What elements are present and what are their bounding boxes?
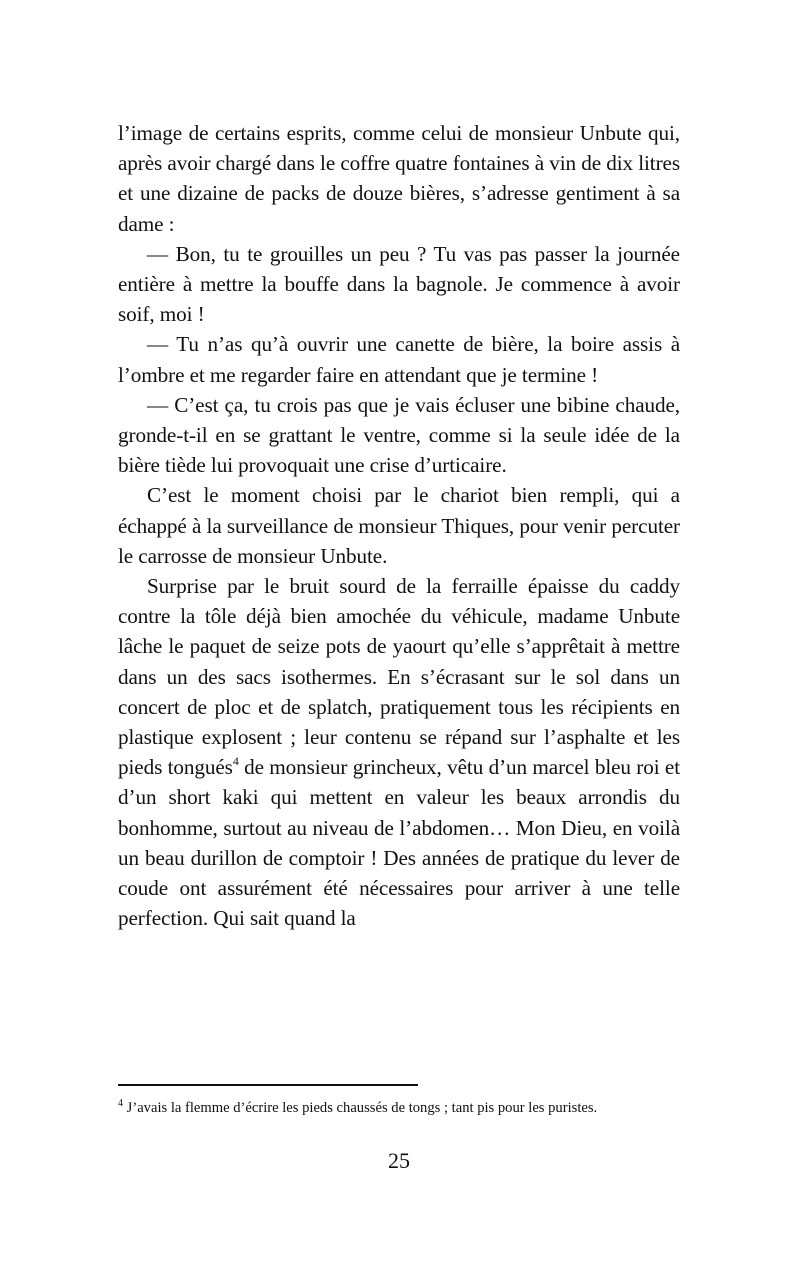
footnote	[118, 1098, 688, 1118]
footnote-reference[interactable]: 4	[232, 754, 239, 769]
paragraph-text: Surprise par le bruit sourd de la ferraille épaisse du caddy contre la tôle déjà bien amochée du véhicule, madame Unbute lâche le paquet de seize pots de yaourt qu’elle s’apprêtait à mettre dans un des sacs isothermes. En s’écrasant sur le sol dans un concert de ploc et de splatch, pratiquement tous les récipients en plastique explosent ; leur contenu se répand sur l’asphalte et les pieds tongués	[118, 574, 680, 780]
paragraph: l’image de certains esprits, comme celui de monsieur Unbute qui, après avoir chargé dans le coffre quatre fontaines à vin de dix litres et une dizaine de packs de douze bières, s’adresse gentiment à sa dame :	[118, 121, 680, 236]
paragraph	[118, 571, 680, 933]
footnote-number: 4	[118, 1098, 123, 1109]
footnote-text: J’avais la flemme d’écrire les pieds chaussés de tongs ; tant pis pour les puristes.	[126, 1100, 598, 1116]
page-number: 25	[388, 1148, 410, 1173]
paragraph-text: de monsieur grincheux, vêtu d’un marcel bleu roi et d’un short kaki qui mettent en valeur les beaux arrondis du bonhomme, surtout au niveau de l’abdomen… Mon Dieu, en voilà un beau durillon de comptoir ! Des années de pratique du lever de coude ont assurément été nécessaires pour arriver à une telle perfection. Qui sait quand la	[118, 755, 681, 931]
paragraph: — Bon, tu te grouilles un peu ? Tu vas pas passer la journée entière à mettre la bouffe dans la bagnole. Je commence à avoir soif, moi !	[118, 241, 680, 327]
paragraph: — Tu n’as qu’à ouvrir une canette de bière, la boire assis à l’ombre et me regarder faire en attendant que je termine !	[118, 332, 680, 387]
paragraph: C’est le moment choisi par le chariot bien rempli, qui a échappé à la surveillance de monsieur Thiques, pour venir percuter le carrosse de monsieur Unbute.	[118, 483, 680, 568]
footnote-divider	[118, 1084, 418, 1086]
body-text	[118, 118, 680, 933]
paragraph: — C’est ça, tu crois pas que je vais écluser une bibine chaude, gronde-t-il en se grattant le ventre, comme si la seule idée de la bière tiède lui provoquait une crise d’urticaire.	[118, 392, 680, 478]
